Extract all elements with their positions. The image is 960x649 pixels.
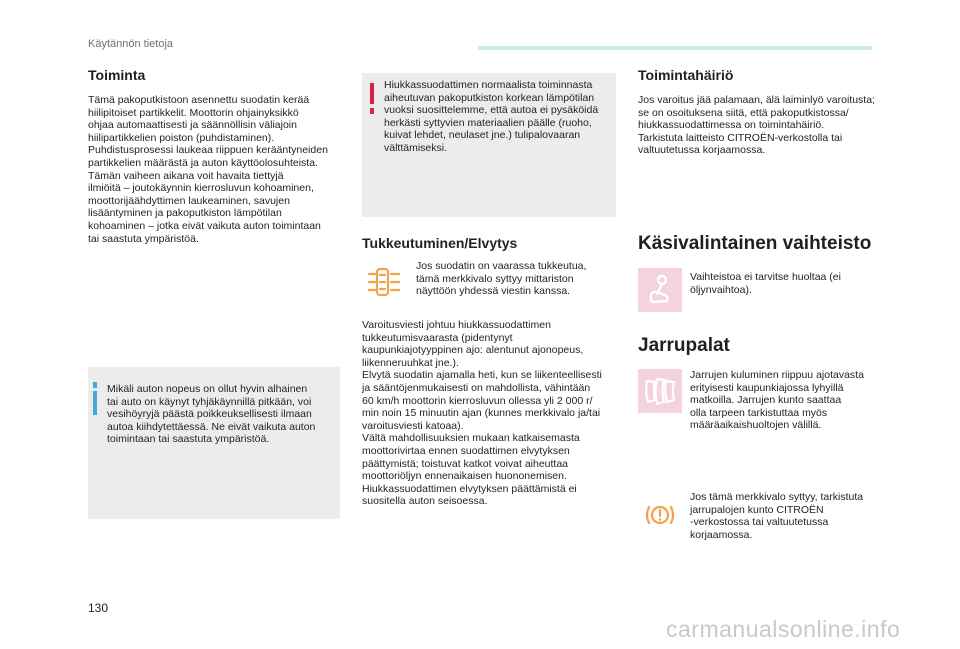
info-box-text: Mikäli auton nopeus on ollut hyvin alhainen tai auto on käynyt tyhjäkäynnillä pitkään, voi vesihöyryjä päästä poikkeuksellisesti ilmaan autoa kiihdytettäessä. Ne eivät vaikuta auton toimintaan tai saastuta ympäristöä.: [107, 383, 316, 446]
section-title-tukkeutuminen: Tukkeutuminen/Elvytys: [362, 235, 518, 251]
info-icon: [93, 382, 97, 415]
brake-warning-light-icon: [638, 493, 682, 537]
section-title-toimintahairio: Toimintahäiriö: [638, 67, 734, 83]
header-accent-bar: [478, 46, 872, 50]
section-title-toiminta: Toiminta: [88, 67, 146, 83]
info-box: [88, 367, 340, 519]
tukkeutuminen-body: Varoitusviesti johtuu hiukkassuodattimen tukkeutumisvaarasta (pidentynyt kaupunkiajotyyppinen ajo: alentunut ajonopeus, liikenneruuhkat jne.). Elvytä suodatin ajamalla heti, kun se liikenteellisesti ja sääntöjenmukaisesti on mahdollista, vähintään 60 km/h moottorin kierrosluvun ollessa yli 2 000 r/ min noin 15 minuutin ajan (kunnes merkkivalo ja/tai varoitusviesti katoaa). Vältä mahdollisuuksien mukaan katkaisemasta moottorivirtaa ennen suodattimen elvytyksen päättymistä; toistuvat katkot voivat aiheuttaa moottoriöljyn ennenaikaisen huononemisen. Hiukkassuodattimen elvytyksen päättämistä ei suositella auton seisoessa.: [362, 319, 602, 508]
toiminta-body: Tämä pakoputkistoon asennettu suodatin kerää hiilipitoiset partikkelit. Moottorin ohjainyksikkö ohjaa automaattisesti ja säännöllisin väliajoin hiilipartikkelien poiston (puhdistaminen). Puhdistusprosessi laukeaa riippuen kerääntyneiden partikkelien määrästä ja auton käyttöolosuhteista. Tämän vaiheen aikana voit havaita tiettyjä ilmiöitä – joutokäynnin kierrosluvun kohoaminen, moottorijäähdyttimen laukeaminen, savujen lisääntyminen ja pakoputkiston lämpötilan kohoaminen – jotka eivät vaikuta auton toimintaan tai saastuta ympäristöä.: [88, 94, 328, 245]
particle-filter-icon-text: Jos suodatin on vaarassa tukkeutua, tämä merkkivalo syttyy mittariston näyttöön yhdessä viestin kanssa.: [416, 260, 587, 298]
page-number: 130: [88, 601, 109, 615]
brakes-text: Jarrujen kuluminen riippuu ajotavasta erityisesti kaupunkiajossa lyhyillä matkoilla. Jarrujen kunto saattaa olla tarpeen tarkistuttaa myös määräaikaishuoltojen välillä.: [690, 369, 864, 432]
toimintahairio-body: Jos varoitus jää palamaan, älä laiminlyö varoitusta; se on osoituksena siitä, että pakoputkistossa/ hiukkassuodattimessa on toimintahäiriö. Tarkistuta laitteisto CITROËN-verkostolla tai valtuutetussa korjaamossa.: [638, 94, 875, 157]
gearbox-icon: [638, 268, 682, 312]
watermark: carmanualsonline.info: [666, 616, 901, 642]
warning-box-text: Hiukkassuodattimen normaalista toiminnasta aiheutuvan pakoputkiston korkean lämpötilan vuoksi suosittelemme, että autoa ei pysäköidä herkästi syttyvien materiaalien päälle (ruoho, kuivat lehdet, neulaset jne.) tulipalovaaran välttämiseksi.: [384, 79, 599, 154]
warning-icon: [370, 83, 374, 114]
brake-pads-icon: [638, 369, 682, 413]
gearbox-text: Vaihteistoa ei tarvitse huoltaa (ei öljynvaihtoa).: [690, 271, 841, 296]
section-title-vaihteisto: Käsivalintainen vaihteisto: [638, 233, 872, 254]
running-header: Käytännön tietoja: [88, 38, 174, 50]
brake-warning-light-text: Jos tämä merkkivalo syttyy, tarkistuta jarrupalojen kunto CITROËN -verkostossa tai valtuutetussa korjaamossa.: [690, 491, 864, 541]
warning-box: [362, 73, 616, 217]
section-title-jarrupalat: Jarrupalat: [638, 335, 730, 356]
particle-filter-warning-icon: [362, 260, 406, 304]
